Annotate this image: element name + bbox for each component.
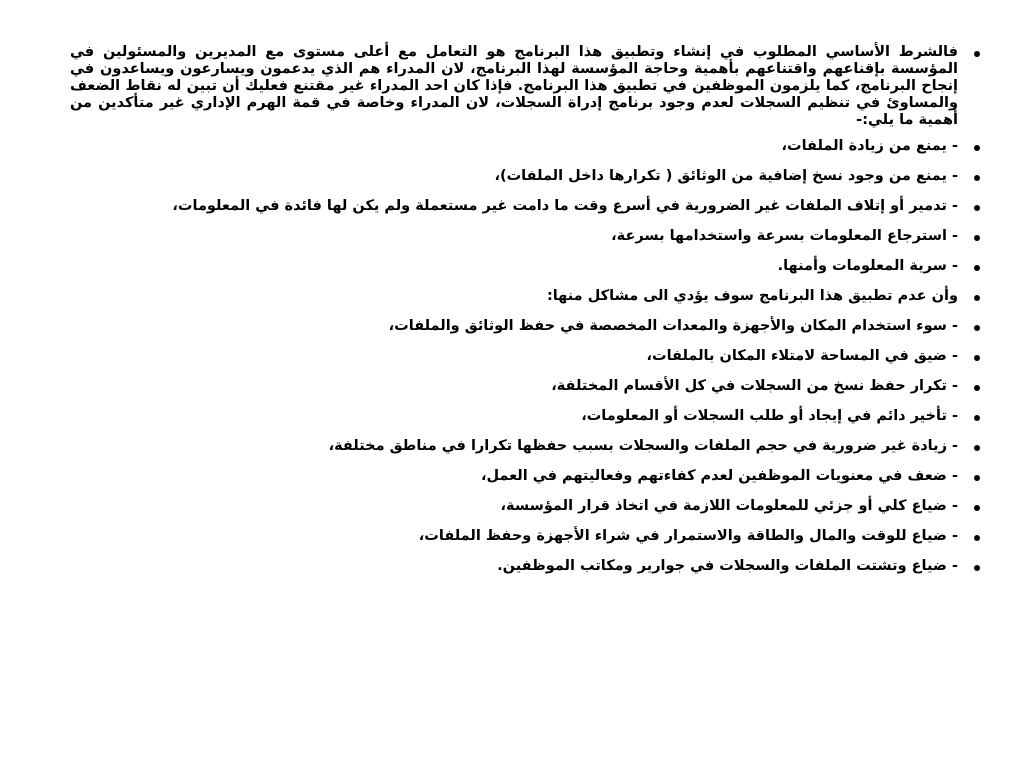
bullet-item (70, 408, 980, 425)
bullet-dot-icon (974, 325, 980, 331)
bullet-dot-icon (974, 535, 980, 541)
bullet-item (70, 468, 980, 485)
bullet-text: فالشرط الأساسي المطلوب في إنشاء وتطبيق هذا البرنامج هو التعامل مع أعلى مستوى مع المديرين والمسئولين في المؤسسة بإقناعهم واقتناعهم بأهمية وحاجة المؤسسة لهذا البرنامج، لان المدراء هم الذي يدعمون ويسارعون ويساعدون في إنجاح البرنامج، كما يلزمون الموظفين في تطبيق هذا البرنامج. فإذا كان احد المدراء غير مقتنع فعليك أن تبين له نقاط الضعف والمساوئ في تنظيم السجلات لعدم وجود برنامج إدراة السجلات، لان المدراء وخاصة في قمة الهرم الإداري غير متأكدين من أهمية ما يلي:- (70, 44, 958, 128)
bullet-list (70, 44, 980, 575)
bullet-item (70, 348, 980, 365)
bullet-dot-icon (974, 295, 980, 301)
bullet-text: - ضيق في المساحة لامتلاء المكان بالملفات، (646, 348, 958, 364)
bullet-text: - ضعف في معنويات الموظفين لعدم كفاءتهم وفعاليتهم في العمل، (480, 468, 958, 484)
bullet-item (70, 138, 980, 155)
bullet-text: - تدمير أو إتلاف الملفات غير الضرورية في أسرع وقت ما دامت غير مستعملة ولم يكن لها فائدة في المعلومات، (172, 198, 958, 214)
bullet-item (70, 318, 980, 335)
bullet-item (70, 378, 980, 395)
bullet-dot-icon (974, 475, 980, 481)
bullet-dot-icon (974, 565, 980, 571)
bullet-dot-icon (974, 265, 980, 271)
bullet-item (70, 528, 980, 545)
bullet-dot-icon (974, 505, 980, 511)
bullet-item (70, 258, 980, 275)
bullet-text: - سوء استخدام المكان والأجهزة والمعدات المخصصة في حفظ الوثائق والملفات، (388, 318, 958, 334)
bullet-text: - ضياع للوقت والمال والطاقة والاستمرار في شراء الأجهزة وحفظ الملفات، (418, 528, 958, 544)
bullet-item (70, 498, 980, 515)
bullet-dot-icon (974, 205, 980, 211)
bullet-item-intro (70, 44, 980, 129)
bullet-item (70, 558, 980, 575)
bullet-text: - يمنع من زيادة الملفات، (781, 138, 958, 154)
bullet-text: - سرية المعلومات وأمنها. (777, 258, 958, 274)
bullet-text: - تأخير دائم في إيجاد أو طلب السجلات أو المعلومات، (581, 408, 958, 424)
bullet-text: - ضياع وتشتت الملفات والسجلات في جوارير ومكاتب الموظفين. (497, 558, 958, 574)
bullet-text: - يمنع من وجود نسخ إضافية من الوثائق ( تكرارها داخل الملفات)، (494, 168, 958, 184)
bullet-text: وأن عدم تطبيق هذا البرنامج سوف يؤدي الى مشاكل منها: (546, 288, 958, 304)
bullet-item (70, 228, 980, 245)
bullet-text: - تكرار حفظ نسخ من السجلات في كل الأقسام المختلفة، (551, 378, 958, 394)
bullet-item (70, 438, 980, 455)
bullet-dot-icon (974, 235, 980, 241)
bullet-text: - استرجاع المعلومات بسرعة واستخدامها بسرعة، (611, 228, 958, 244)
bullet-item (70, 168, 980, 185)
bullet-item (70, 198, 980, 215)
bullet-dot-icon (974, 415, 980, 421)
bullet-item-problems-heading (70, 288, 980, 305)
bullet-text: - ضياع كلي أو جزئي للمعلومات اللازمة في اتخاذ قرار المؤسسة، (500, 498, 958, 514)
slide-content (70, 44, 980, 744)
bullet-dot-icon (974, 445, 980, 451)
bullet-dot-icon (974, 175, 980, 181)
bullet-dot-icon (974, 355, 980, 361)
bullet-text: - زيادة غير ضرورية في حجم الملفات والسجلات بسبب حفظها تكرارا في مناطق مختلفة، (328, 438, 958, 454)
bullet-dot-icon (974, 385, 980, 391)
bullet-dot-icon (974, 145, 980, 151)
bullet-dot-icon (974, 51, 980, 57)
